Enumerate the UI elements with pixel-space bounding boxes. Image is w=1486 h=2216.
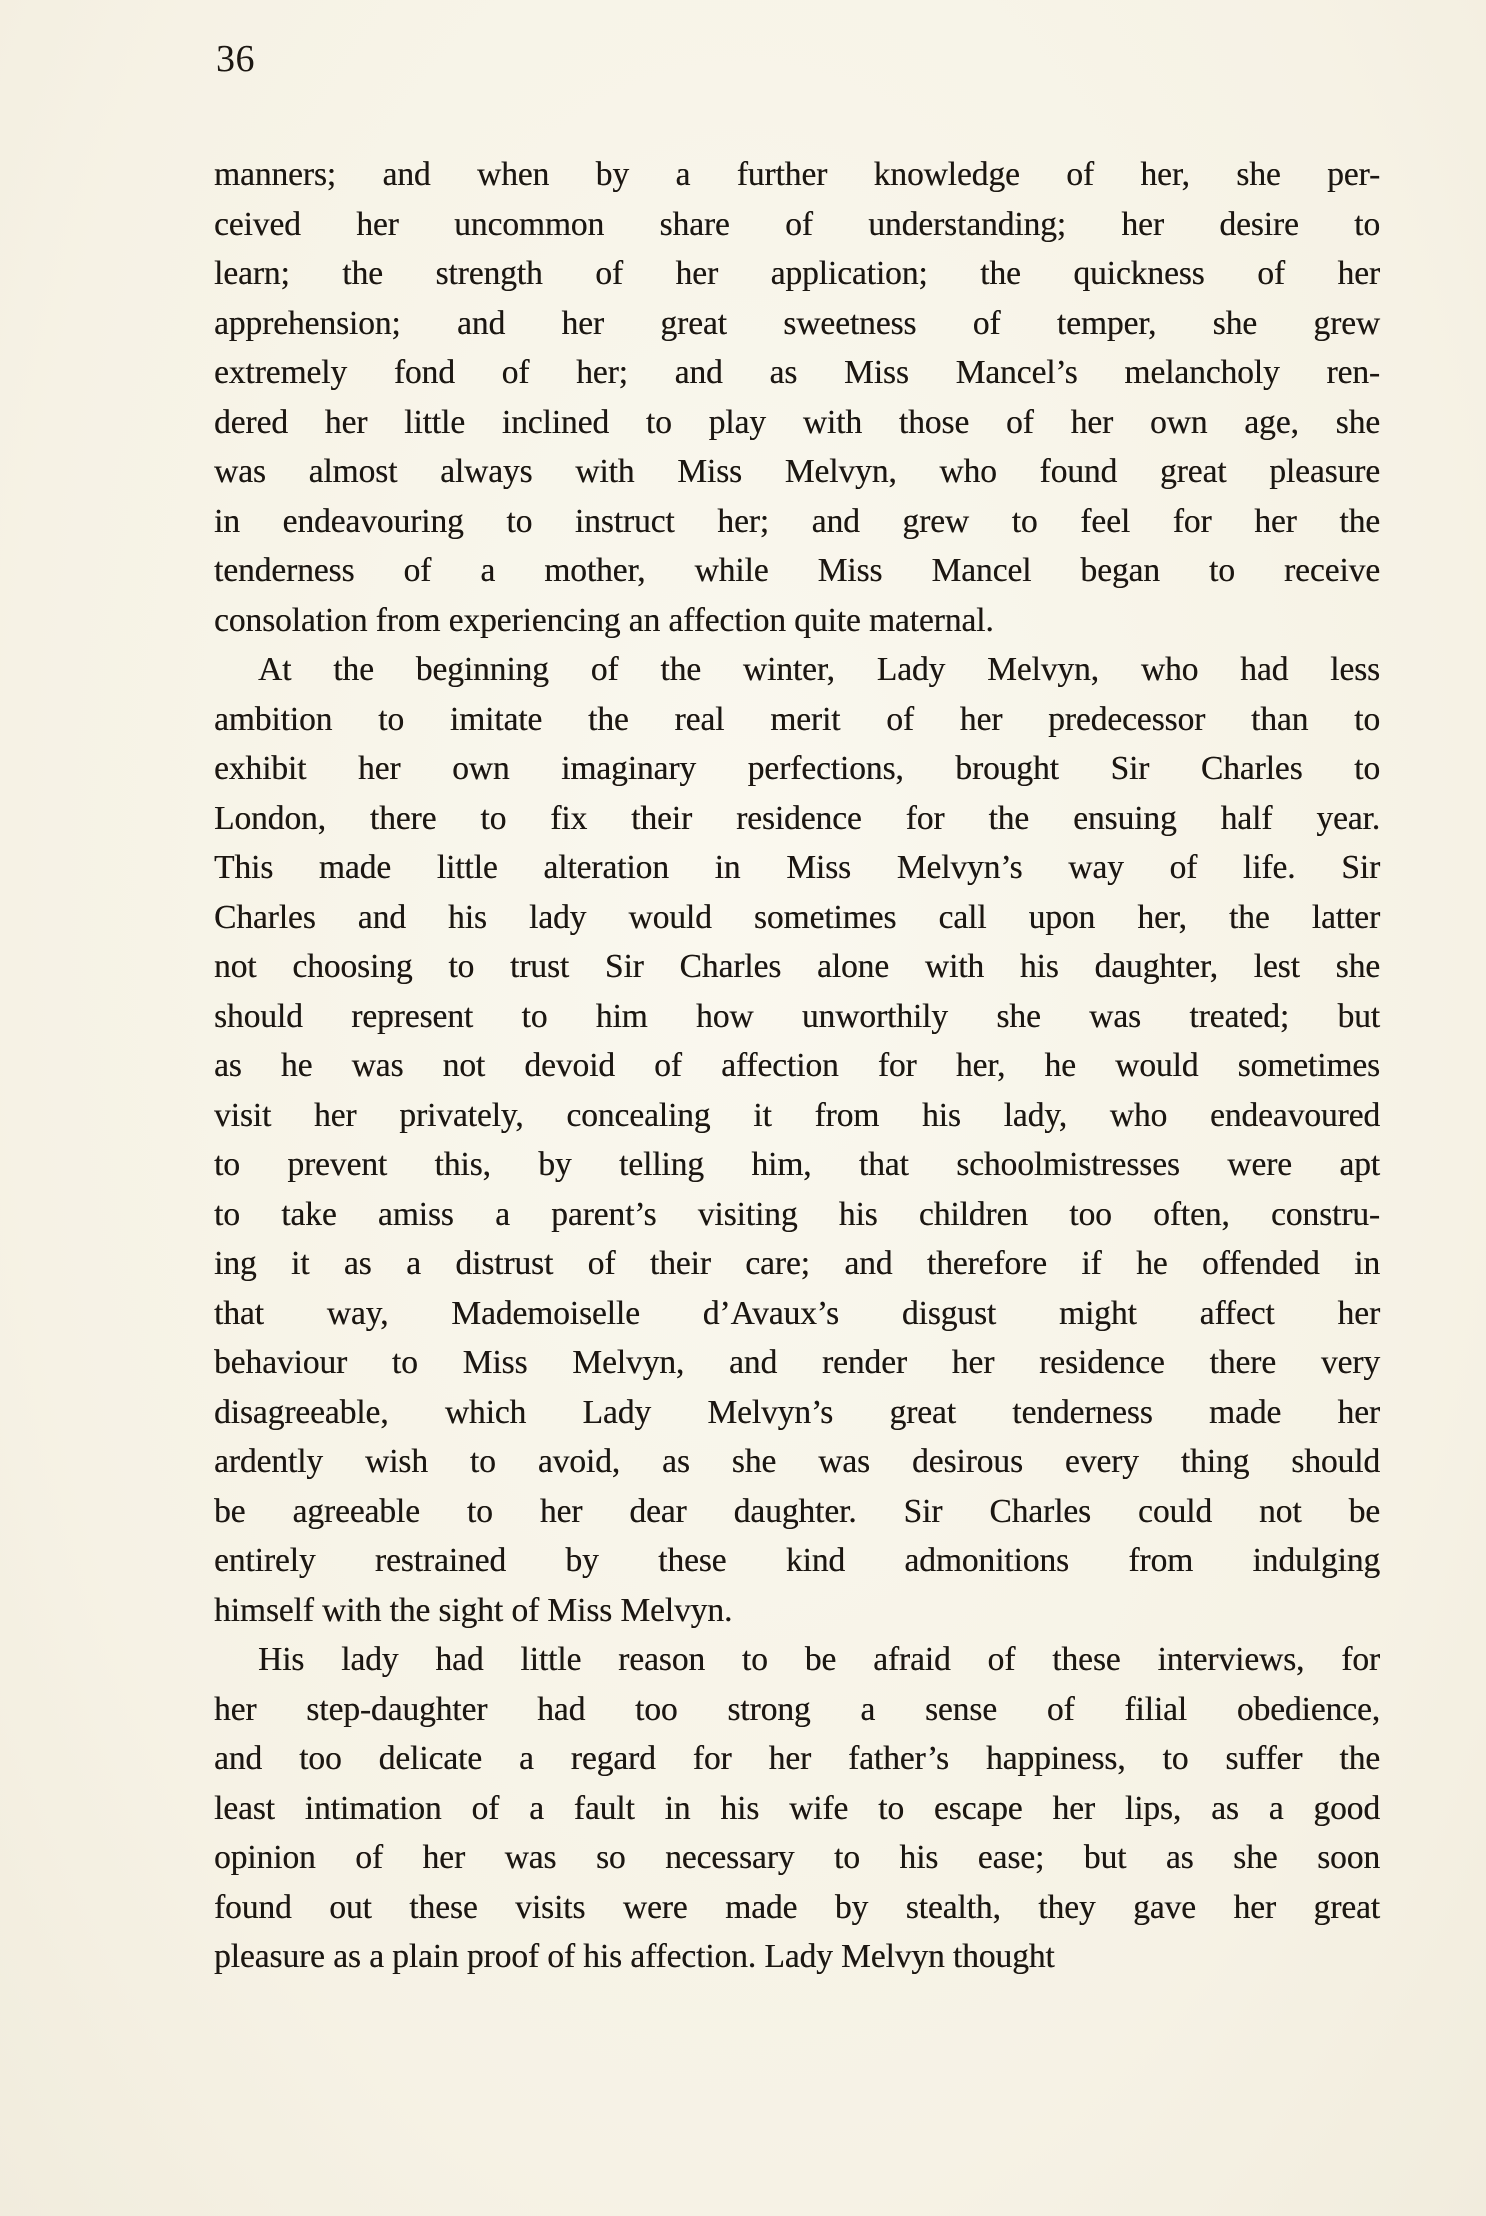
text-line: His lady had little reason to be afraid of these interviews, for bbox=[258, 1641, 1380, 1678]
text-line: least intimation of a fault in his wife to escape her lips, as a good bbox=[214, 1789, 1380, 1827]
text-line: opinion of her was so necessary to his ease; but as she soon bbox=[214, 1839, 1380, 1876]
page-number: 36 bbox=[216, 38, 255, 80]
text-line: manners; and when by a further knowledge of her, she per- bbox=[214, 156, 1380, 193]
text-line: that way, Mademoiselle d’Avaux’s disgust might affect her bbox=[214, 1294, 1380, 1332]
text-line: and too delicate a regard for her father’s happiness, to suffer the bbox=[214, 1740, 1380, 1777]
text-line: disagreeable, which Lady Melvyn’s great tenderness made her bbox=[214, 1393, 1380, 1431]
text-line: be agreeable to her dear daughter. Sir Charles could not be bbox=[214, 1492, 1380, 1530]
text-line: was almost always with Miss Melvyn, who found great pleasure bbox=[214, 453, 1380, 490]
text-line: learn; the strength of her application; the quickness of her bbox=[214, 255, 1380, 292]
text-line: visit her privately, concealing it from his lady, who endeavoured bbox=[214, 1096, 1380, 1134]
text-line: tenderness of a mother, while Miss Mancel began to receive bbox=[214, 552, 1380, 589]
text-line: found out these visits were made by stealth, they gave her great bbox=[214, 1888, 1380, 1926]
text-line: consolation from experiencing an affection quite maternal. bbox=[214, 601, 994, 639]
text-line: entirely restrained by these kind admonitions from indulging bbox=[214, 1542, 1380, 1579]
text-line: her step-daughter had too strong a sense of filial obedience, bbox=[214, 1690, 1380, 1728]
text-line: himself with the sight of Miss Melvyn. bbox=[214, 1591, 733, 1629]
text-line: exhibit her own imaginary perfections, brought Sir Charles to bbox=[214, 750, 1380, 787]
text-line: in endeavouring to instruct her; and grew to feel for her the bbox=[214, 502, 1380, 540]
text-line: should represent to him how unworthily she was treated; but bbox=[214, 997, 1380, 1035]
text-line: This made little alteration in Miss Melvyn’s way of life. Sir bbox=[214, 849, 1380, 886]
text-line: Charles and his lady would sometimes call upon her, the latter bbox=[214, 898, 1380, 936]
text-line: to prevent this, by telling him, that schoolmistresses were apt bbox=[214, 1146, 1380, 1183]
text-line: At the beginning of the winter, Lady Melvyn, who had less bbox=[258, 651, 1380, 688]
text-line: ardently wish to avoid, as she was desirous every thing should bbox=[214, 1443, 1380, 1480]
text-line: ceived her uncommon share of understanding; her desire to bbox=[214, 205, 1380, 243]
text-line: not choosing to trust Sir Charles alone with his daughter, lest she bbox=[214, 948, 1380, 985]
text-block bbox=[214, 150, 1380, 1982]
text-line: to take amiss a parent’s visiting his children too often, constru- bbox=[214, 1195, 1380, 1233]
text-line: behaviour to Miss Melvyn, and render her residence there very bbox=[214, 1344, 1380, 1381]
text-line: extremely fond of her; and as Miss Mancel’s melancholy ren- bbox=[214, 354, 1380, 391]
text-line: ing it as a distrust of their care; and therefore if he offended in bbox=[214, 1245, 1380, 1282]
text-line: dered her little inclined to play with those of her own age, she bbox=[214, 403, 1380, 441]
text-line: as he was not devoid of affection for her, he would sometimes bbox=[214, 1047, 1380, 1084]
text-line: ambition to imitate the real merit of her predecessor than to bbox=[214, 700, 1380, 738]
text-line: London, there to fix their residence for the ensuing half year. bbox=[214, 799, 1380, 837]
text-line: pleasure as a plain proof of his affection. Lady Melvyn thought bbox=[214, 1938, 1055, 1975]
text-line: apprehension; and her great sweetness of temper, she grew bbox=[214, 304, 1380, 342]
